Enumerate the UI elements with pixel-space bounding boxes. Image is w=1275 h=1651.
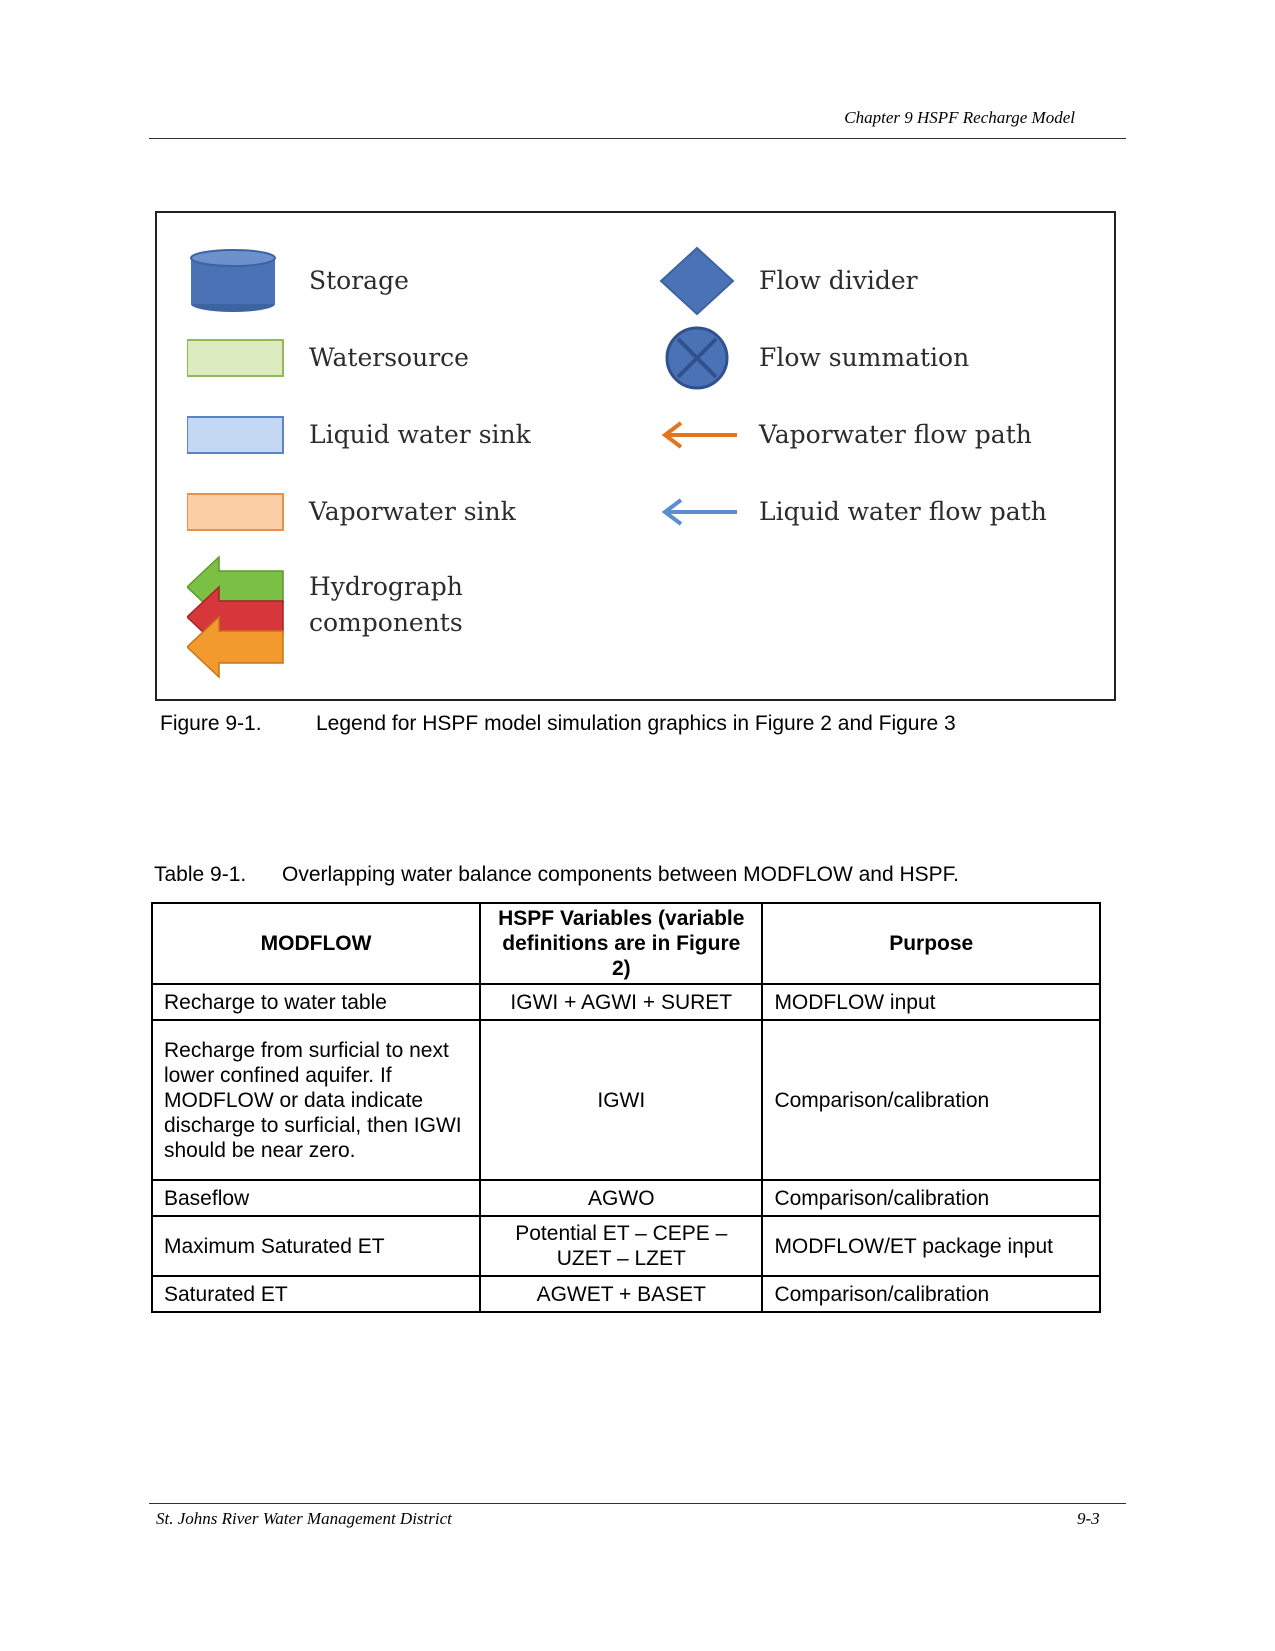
table-cell: IGWI + AGWI + SURET xyxy=(480,984,762,1020)
legend-item-vapor-sink xyxy=(187,477,516,547)
table-cell: MODFLOW input xyxy=(762,984,1100,1020)
table-header-row xyxy=(152,903,1100,984)
diamond-icon xyxy=(657,246,747,316)
table-caption-text: Overlapping water balance components between MODFLOW and HSPF. xyxy=(282,863,959,886)
header-rule xyxy=(149,138,1126,139)
table-header-hspf-variables: HSPF Variables (variable definitions are in Figure 2) xyxy=(480,903,762,984)
table-cell: Baseflow xyxy=(152,1180,480,1216)
blue-arrow-icon xyxy=(657,477,747,547)
legend-label-flow-summation: Flow summation xyxy=(759,343,970,372)
orange-box-icon xyxy=(187,477,297,547)
table-cell: MODFLOW/ET package input xyxy=(762,1216,1100,1276)
legend-label-hydrograph xyxy=(309,569,463,641)
table-row xyxy=(152,1180,1100,1216)
table-row xyxy=(152,1276,1100,1312)
table-caption xyxy=(154,863,959,887)
table-cell: AGWO xyxy=(480,1180,762,1216)
footer-organization: St. Johns River Water Management District xyxy=(156,1509,452,1528)
orange-arrow-icon xyxy=(657,400,747,470)
table-row xyxy=(152,1020,1100,1180)
legend-item-flow-summation xyxy=(657,323,969,393)
legend-label-storage: Storage xyxy=(309,266,409,295)
footer-rule xyxy=(149,1503,1126,1504)
blue-box-icon xyxy=(187,400,297,470)
table-cell: Maximum Saturated ET xyxy=(152,1216,480,1276)
table-cell: AGWET + BASET xyxy=(480,1276,762,1312)
table-cell: Comparison/calibration xyxy=(762,1020,1100,1180)
table-row xyxy=(152,1216,1100,1276)
legend-figure xyxy=(155,211,1116,701)
table-cell: Saturated ET xyxy=(152,1276,480,1312)
table-header-purpose: Purpose xyxy=(762,903,1100,984)
table-cell: Recharge to water table xyxy=(152,984,480,1020)
storage-cylinder-icon xyxy=(187,246,297,316)
legend-item-watersource xyxy=(187,323,469,393)
legend-item-liquid-flow xyxy=(657,477,1047,547)
figure-caption-text: Legend for HSPF model simulation graphics in Figure 2 and Figure 3 xyxy=(316,712,956,735)
table-header-modflow: MODFLOW xyxy=(152,903,480,984)
table-cell: Comparison/calibration xyxy=(762,1180,1100,1216)
legend-item-vapor-flow xyxy=(657,400,1032,470)
legend-label-vapor-sink: Vaporwater sink xyxy=(309,497,516,526)
table-cell: IGWI xyxy=(480,1020,762,1180)
water-balance-table xyxy=(151,902,1101,1313)
running-header: Chapter 9 HSPF Recharge Model xyxy=(844,108,1075,127)
figure-caption-number: Figure 9-1. xyxy=(160,712,262,735)
legend-label-flow-divider: Flow divider xyxy=(759,266,918,295)
legend-label-liquid-sink: Liquid water sink xyxy=(309,420,531,449)
table-cell: Potential ET – CEPE – UZET – LZET xyxy=(480,1216,762,1276)
legend-label-vapor-flow: Vaporwater flow path xyxy=(759,420,1032,449)
legend-item-flow-divider xyxy=(657,246,918,316)
legend-label-watersource: Watersource xyxy=(309,343,469,372)
table-cell: Recharge from surficial to next lower confined aquifer. If MODFLOW or data indicate discharge to surficial, then IGWI should be near zero. xyxy=(152,1020,480,1180)
legend-item-liquid-sink xyxy=(187,400,531,470)
figure-caption xyxy=(160,712,956,736)
legend-label-hydrograph-line1: Hydrograph xyxy=(309,572,463,601)
table-caption-number: Table 9-1. xyxy=(154,863,247,886)
footer-page-number: 9-3 xyxy=(1077,1509,1100,1528)
circle-x-icon xyxy=(657,323,747,393)
green-box-icon xyxy=(187,323,297,393)
table-row xyxy=(152,984,1100,1020)
legend-label-hydrograph-line2: components xyxy=(309,608,463,637)
table-cell: Comparison/calibration xyxy=(762,1276,1100,1312)
legend-item-storage xyxy=(187,246,409,316)
legend-item-hydrograph xyxy=(187,549,463,681)
hydrograph-arrows-icon xyxy=(187,549,297,681)
legend-label-liquid-flow: Liquid water flow path xyxy=(759,497,1047,526)
